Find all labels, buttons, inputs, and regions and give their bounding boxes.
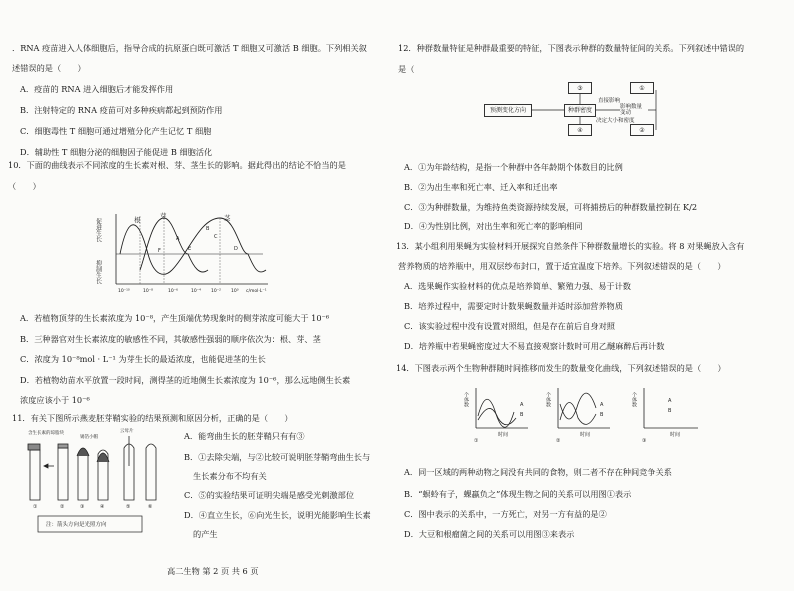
- q10-ylabel-inhibit: 抑制生长: [94, 260, 102, 284]
- q14-graph3-xlabel: 时间: [670, 432, 681, 438]
- q11-coleoptile-4: [97, 450, 109, 500]
- q9-option-b: B．注射特定的 RNA 疫苗可对多种疾病都起到预防作用: [20, 105, 223, 115]
- q14-stem: 14．下图表示两个生物种群随时间推移而发生的数量变化曲线，下列叙述错误的是（ ）: [396, 363, 726, 373]
- q11-coleoptile-figure: [22, 426, 172, 536]
- q11-note: 注：箭头方向是光照方向: [46, 522, 107, 528]
- q13-option-a: A．选果蝇作实验材料的优点是培养简单、繁殖力强、易于计数: [404, 281, 631, 291]
- q11-num-6: ⑥: [148, 504, 153, 510]
- q10-option-b: B．三种器官对生长素浓度的敏感性不同，其敏感性强弱的顺序依次为：根、芽、茎: [20, 334, 321, 344]
- page-footer: 高二生物 第 2 页 共 6 页: [167, 566, 259, 576]
- q14-graph3-a: A: [668, 398, 672, 404]
- q12-option-c: C．③为种群数量，为维持鱼类资源持续发展，可将捕捞后的种群数量控制在 K/2: [404, 202, 698, 212]
- q10-label-bud: 芽: [160, 212, 167, 220]
- q13-stem-line2: 营养物质的培养瓶中，用双层纱布封口，置于适宜温度下培养。下列叙述错误的是（ ）: [398, 261, 726, 271]
- q12-box-2: ②: [630, 124, 654, 136]
- q10-xtick-5: 10⁻²: [211, 289, 221, 294]
- q14-graph1-ylabel: 个体数: [463, 392, 469, 407]
- q14-graph1-xlabel: 时间: [498, 432, 509, 438]
- q14-graph2-num: ②: [556, 438, 561, 444]
- q10-xtick-1: 10⁻¹⁰: [118, 289, 130, 294]
- q10-option-d-line1: D．若植物幼苗水平放置一段时间，测得茎的近地侧生长素浓度为 10⁻⁶，那么远地侧生长素: [20, 375, 351, 385]
- q10-curve-stem: [172, 218, 266, 272]
- q9-stem-line1: ．RNA 疫苗进入人体细胞后，指导合成的抗原蛋白既可激活 T 细胞又可激活 B 细胞。下列相关叙: [12, 43, 367, 53]
- q10-point-f: F: [158, 248, 161, 254]
- q9-option-c: C．细胞毒性 T 细胞可通过增殖分化产生记忆 T 细胞: [20, 126, 212, 136]
- q14-graph1-num: ①: [474, 438, 479, 444]
- q14-graph1-b: B: [520, 412, 524, 418]
- q13-option-b: B．培养过程中，需要定时计数果蝇数量并适时添加营养物质: [404, 301, 623, 311]
- q14-population-graphs: [458, 384, 708, 444]
- q14-option-d: D．大豆和根瘤菌之间的关系可以用图③来表示: [404, 529, 575, 539]
- q12-stem-line2: 是（: [398, 64, 415, 74]
- q10-point-d: D: [234, 246, 238, 252]
- q10-auxin-curve-figure: [88, 210, 288, 298]
- q10-label-root: 根: [134, 216, 141, 224]
- q11-option-d-line2: 的产生: [193, 529, 218, 539]
- q14-graph3-num: ③: [642, 438, 647, 444]
- q14-option-a: A．同一区域的两种动物之间没有共同的食物，则二者不存在种间竞争关系: [404, 467, 672, 477]
- q11-coleoptile-1: [28, 444, 54, 500]
- q10-point-b: B: [206, 226, 210, 232]
- q13-option-d: D．培养瓶中若果蝇密度过大不易直接观察计数时可用乙醚麻醉后再计数: [404, 341, 665, 351]
- q10-option-c: C．浓度为 10⁻⁸mol · L⁻¹ 为芽生长的最适浓度，也能促进茎的生长: [20, 354, 266, 364]
- q12-stem-line1: 12．种群数量特征是种群最重要的特征，下图表示种群的数量特征间的关系。下列叙述中错误的: [398, 43, 745, 53]
- q10-stem-line2: （ ）: [8, 181, 41, 191]
- q12-option-a: A．①为年龄结构，是指一个种群中各年龄期个体数目的比例: [404, 162, 623, 172]
- q11-option-d-line1: D．④直立生长，⑥向光生长，说明光能影响生长素: [184, 510, 371, 520]
- q10-point-c: C: [214, 234, 218, 240]
- q11-label-foil-cap: 锡箔小帽: [80, 435, 98, 440]
- q12-option-b: B．②为出生率和死亡率、迁入率和迁出率: [404, 182, 558, 192]
- q14-graph2-xlabel: 时间: [580, 432, 591, 438]
- q12-box-predict: 预测变化方向: [484, 104, 532, 117]
- q14-graph-1: [463, 388, 528, 444]
- q10-xtick-6: 10⁰: [231, 289, 239, 294]
- q14-option-b: B．“螟蛉有子，蜾蠃负之”体现生物之间的关系可以用图①表示: [404, 489, 632, 499]
- q9-stem-line2: 述错误的是（ ）: [12, 63, 86, 73]
- q12-population-diagram: [480, 80, 680, 136]
- q14-graph2-ylabel: 个体数: [545, 392, 551, 407]
- q11-label-agar-block: 含生长素的琼脂块: [28, 431, 64, 436]
- q11-num-3: ③: [80, 504, 85, 510]
- q12-box-1: ①: [630, 82, 654, 94]
- q10-point-e: E: [188, 246, 192, 252]
- q14-graph1-a: A: [520, 402, 524, 408]
- q11-stem: 11．有关下图所示燕麦胚芽鞘实验的结果预测和原因分析，正确的是（ ）: [12, 413, 293, 423]
- q11-option-a: A．能弯曲生长的胚芽鞘只有有③: [184, 431, 305, 441]
- q14-graph3-ylabel: 个体数: [631, 392, 637, 407]
- q10-ylabel-promote: 促进生长: [94, 218, 102, 242]
- q14-option-c: C．图中表示的关系中，一方死亡，对另一方有益的是②: [404, 509, 607, 519]
- q10-option-d-line2: 浓度应该小于 10⁻⁶: [20, 395, 90, 405]
- q11-option-c: C．⑤的实验结果可证明尖端是感受光刺激部位: [184, 490, 355, 500]
- q10-xtick-2: 10⁻⁸: [143, 289, 153, 294]
- q10-stem-line1: 10．下面的曲线表示不同浓度的生长素对根、芽、茎生长的影响。据此得出的结论不恰当的是: [8, 160, 346, 170]
- q14-graph-3: [631, 388, 698, 444]
- q10-xtick-3: 10⁻⁶: [168, 289, 178, 294]
- q10-option-a: A．若植物顶芽的生长素浓度为 10⁻⁸，产生顶端优势现象时的侧芽浓度可能大于 10⁻⁶: [20, 313, 330, 323]
- q11-num-1: ①: [33, 504, 38, 510]
- q11-option-b-line1: B．①去除尖端，与②比较可说明胚芽鞘弯曲生长与: [184, 452, 371, 462]
- q12-label-affect: 影响数量变动: [620, 104, 643, 117]
- q11-coleoptile-6: [146, 444, 156, 500]
- q10-xunit: c/mol·L⁻¹: [246, 289, 267, 294]
- q10-point-a: A: [176, 236, 180, 242]
- q10-label-stem: 茎: [224, 214, 231, 222]
- q9-option-a: A．疫苗的 RNA 进入细胞后才能发挥作用: [20, 84, 174, 94]
- q12-label-direct: 直接影响: [598, 98, 621, 104]
- q11-num-2: ②: [60, 504, 65, 510]
- q11-num-4: ④: [100, 504, 105, 510]
- q13-stem-line1: 13．某小组利用果蝇为实验材料开展探究自然条件下种群数量增长的实验。将 8 对果蝇放入含有: [396, 241, 745, 251]
- q13-option-c: C．该实验过程中没有设置对照组，但是存在前后自身对照: [404, 321, 615, 331]
- q12-box-3: ③: [568, 82, 592, 94]
- q11-num-5: ⑤: [126, 504, 131, 510]
- q10-curve-bud: [140, 218, 208, 272]
- q14-graph-2: [545, 388, 610, 444]
- q10-xtick-4: 10⁻⁴: [191, 289, 201, 294]
- q11-coleoptile-2: [58, 444, 68, 500]
- q11-option-b-line2: 生长素分布不均有关: [193, 471, 267, 481]
- q9-option-d: D．辅助性 T 细胞分泌的细胞因子能促进 B 细胞活化: [20, 147, 213, 157]
- q11-coleoptile-5: [124, 436, 134, 500]
- q14-graph2-b: B: [600, 412, 604, 418]
- q14-graph3-b: B: [668, 408, 672, 414]
- q12-label-decide: 决定大小和密度: [596, 118, 635, 124]
- q14-graph2-a: A: [600, 402, 604, 408]
- q12-box-4: ④: [568, 124, 592, 136]
- q11-label-mica: 云母片: [120, 429, 134, 434]
- q11-coleoptile-3: [77, 448, 89, 500]
- q12-box-density: 种群密度: [564, 104, 596, 117]
- q12-option-d: D．④为性别比例，对出生率和死亡率的影响相同: [404, 221, 583, 231]
